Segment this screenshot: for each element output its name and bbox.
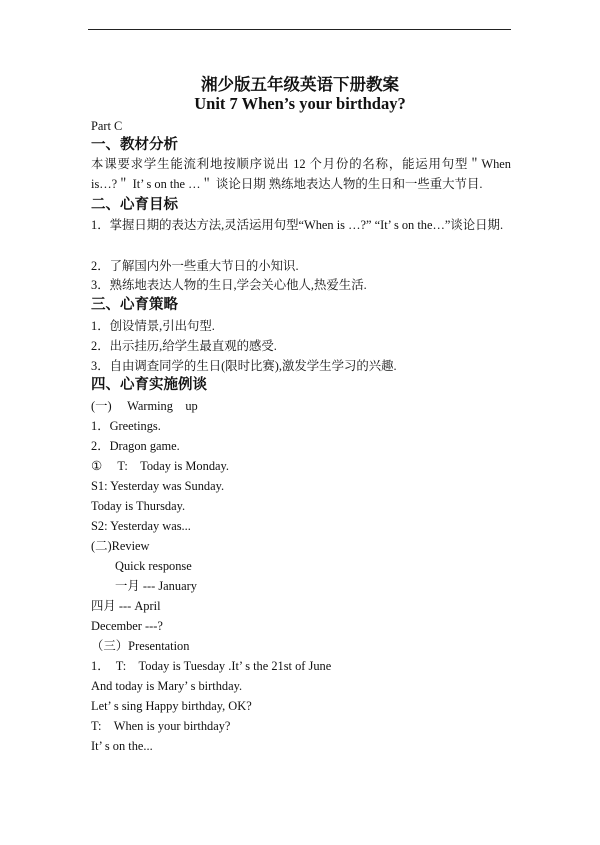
lesson-line: Today is Thursday. (91, 499, 186, 513)
header-rule (88, 29, 511, 30)
lesson-line: 1．Greetings. (91, 419, 161, 433)
lesson-line: Quick response (115, 559, 192, 573)
section-heading-implementation: 四、心育实施例谈 (91, 377, 207, 393)
part-label: Part C (91, 119, 123, 133)
lesson-line: ① T: Today is Monday. (91, 459, 229, 473)
strategy-item-1: 1．创设情景,引出句型. (91, 319, 215, 333)
lesson-line: 1． T: Today is Tuesday .It’ s the 21st of June (91, 659, 332, 673)
section-heading-strategy: 三、心育策略 (91, 297, 178, 313)
lesson-line: S2: Yesterday was... (91, 519, 191, 533)
section-heading-materials: 一、教材分析 (91, 137, 178, 153)
strategy-item-3: 3．自由调查同学的生日(限时比赛),激发学生学习的兴趣. (91, 359, 397, 373)
lesson-line: 一月 --- January (115, 579, 197, 593)
document-title: 湘少版五年级英语下册教案 (201, 75, 399, 94)
lesson-line: S1: Yesterday was Sunday. (91, 479, 225, 493)
lesson-line: And today is Mary’ s birthday. (91, 679, 243, 693)
goal-item-2: 2．了解国内外一些重大节日的小知识. (91, 259, 299, 273)
lesson-line: (二)Review (91, 539, 150, 553)
lesson-line: （三）Presentation (91, 639, 190, 653)
section-paragraph-materials: 本课要求学生能流利地按顺序说出 12 个月份的名称，能运用句型＂When is…?＂ It’ s on the …＂ 谈论日期 熟练地表达人物的生日和一些重大节目. (91, 157, 511, 191)
lesson-line: December ---? (91, 619, 163, 633)
lesson-line: Let’ s sing Happy birthday, OK? (91, 699, 252, 713)
lesson-line: 2．Dragon game. (91, 439, 180, 453)
strategy-item-2: 2．出示挂历,给学生最直观的感受. (91, 339, 277, 353)
lesson-line: 四月 --- April (91, 599, 161, 613)
document-subtitle: Unit 7 When’s your birthday? (194, 94, 406, 113)
lesson-line: (一) Warming up (91, 399, 198, 413)
lesson-line: T: When is your birthday? (91, 719, 231, 733)
lesson-line: It’ s on the... (91, 739, 153, 753)
goal-item-1: 1．掌握日期的表达方法,灵活运用句型“When is …?” “It’ s on the…”谈论日期. (91, 218, 504, 232)
section-heading-goals: 二、心育目标 (91, 197, 178, 213)
goal-item-3: 3．熟练地表达人物的生日,学会关心他人,热爱生活. (91, 278, 367, 292)
